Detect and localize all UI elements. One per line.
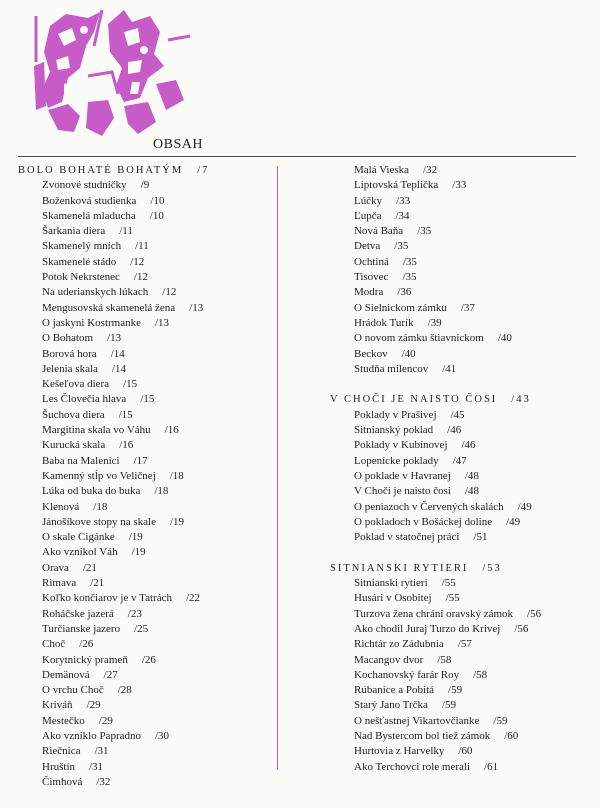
toc-column-left [18, 163, 273, 790]
entry-title: Detva [354, 240, 381, 253]
page-number: /29 [86, 699, 101, 712]
page-number: /13 [107, 332, 122, 345]
page-number: /14 [110, 347, 125, 360]
page-number: /57 [457, 638, 472, 651]
entry-title: Kešeľova diera [42, 378, 110, 391]
toc-section-heading [330, 392, 592, 407]
entry-title: Nová Baňa [354, 225, 404, 238]
entry-title: Beckov [354, 347, 388, 360]
page-number: /7 [197, 165, 210, 176]
entry-title: O pokladoch v Bošáckej doline [354, 515, 493, 528]
toc-entry [18, 683, 273, 698]
page-number: /35 [417, 225, 432, 238]
toc-entry [330, 209, 592, 224]
entry-title: O Sielnickom zámku [354, 301, 447, 314]
page-number: /13 [189, 301, 204, 314]
page-number: /18 [154, 485, 169, 498]
toc-entry [18, 362, 273, 377]
page-number: /16 [164, 424, 179, 437]
page-number: /56 [527, 607, 542, 620]
toc-entry [18, 637, 273, 652]
toc-entry [18, 408, 273, 423]
toc-entry [330, 515, 592, 530]
toc-entry [18, 270, 273, 285]
entry-title: Šarkania diera [42, 225, 106, 238]
section-title: SITNIANSKI RYTIERI [330, 562, 469, 574]
entry-title: Malá Vieska [354, 164, 410, 176]
entry-title: Jelenia skala [42, 362, 98, 375]
toc-entry [330, 653, 592, 668]
page-number: /10 [150, 194, 165, 207]
toc-entry [330, 301, 592, 316]
toc-entry [18, 714, 273, 729]
toc-entry [18, 469, 273, 484]
header-rule [18, 156, 576, 157]
entry-title: Korytnický prameň [42, 653, 128, 666]
entry-title: Borová hora [42, 347, 97, 360]
toc-entry [330, 316, 592, 331]
toc-entry [18, 377, 273, 392]
page-number: /49 [517, 500, 532, 513]
toc-entry [330, 408, 592, 423]
section-gap [330, 377, 592, 392]
entry-title: Baba na Malenici [42, 454, 120, 467]
entry-title: Orava [42, 561, 69, 574]
page-number: /59 [493, 714, 508, 727]
toc-entry [18, 561, 273, 576]
entry-title: Šuchova diera [42, 408, 105, 421]
entry-title: Ako chodil Juraj Turzo do Krivej [354, 622, 501, 635]
entry-title: Skamenelý mních [42, 240, 122, 253]
entry-title: Turčianske jazero [42, 622, 121, 635]
page-number: /30 [154, 729, 170, 742]
toc-entry [18, 209, 273, 224]
toc-entry [330, 729, 592, 744]
page-number: /58 [473, 668, 488, 681]
entry-title: Jánošíkove stopy na skale [42, 515, 156, 528]
toc-entry [330, 698, 592, 713]
entry-title: V Choči je naisto čosi [354, 485, 451, 498]
page-number: /56 [514, 622, 529, 635]
page-number: /23 [127, 607, 142, 620]
page-number: /47 [452, 454, 467, 467]
entry-title: Klenová [42, 500, 80, 513]
entry-title: Choč [42, 638, 66, 651]
entry-title: O nešťastnej Vikartovčianke [354, 714, 480, 727]
toc-entry [18, 668, 273, 683]
entry-title: Poklady v Kubínovej [354, 439, 448, 452]
page-number: /46 [447, 424, 462, 437]
entry-title: Kriváň [42, 699, 73, 712]
page-number: /35 [394, 240, 409, 253]
entry-title: Mengusovská skamenelá žena [42, 301, 176, 314]
entry-title: Ľupča [354, 209, 382, 222]
entry-title: O vrchu Choč [42, 684, 104, 697]
page-number: /15 [140, 393, 155, 406]
page-number: /53 [482, 562, 502, 574]
entry-title: Demänová [42, 668, 90, 681]
toc-entry [18, 515, 273, 530]
toc-entry [18, 545, 273, 560]
page-number: /18 [93, 500, 108, 513]
toc-entry [18, 454, 273, 469]
page-number: /33 [396, 194, 411, 207]
entry-title: Starý Jano Trčka [354, 699, 428, 712]
toc-entry [330, 270, 592, 285]
page-number: /41 [442, 362, 457, 375]
page-number: /55 [441, 577, 456, 590]
toc-entry [18, 698, 273, 713]
entry-title: Turzova žena chráni oravský zámok [354, 607, 514, 620]
page-number: /40 [497, 332, 512, 345]
page-number: /12 [162, 286, 177, 299]
toc-entry [18, 438, 273, 453]
page-number: /32 [423, 164, 438, 176]
page-number: /29 [98, 714, 113, 727]
entry-title: Ochtiná [354, 255, 389, 268]
toc-entry [330, 668, 592, 683]
page-number: /25 [134, 622, 149, 635]
toc-entry [330, 285, 592, 300]
entry-title: Lúčky [354, 194, 383, 207]
page-number: /12 [133, 271, 148, 284]
entry-title: Poklad v statočnej práci [354, 531, 460, 544]
toc-entry [330, 454, 592, 469]
page-number: /19 [128, 531, 143, 544]
toc-entry [330, 500, 592, 515]
entry-title: Roháčske jazerá [42, 607, 114, 620]
page-title: OBSAH [153, 137, 203, 152]
page-number: /14 [111, 362, 126, 375]
page-number: /34 [395, 209, 410, 222]
entry-title: Potok Nekrstenec [42, 271, 120, 284]
page-number: /59 [448, 684, 463, 697]
toc-section-heading [18, 163, 273, 178]
page-number: /21 [82, 561, 97, 574]
page-number: /31 [94, 745, 109, 758]
entry-title: Riečnica [42, 745, 81, 758]
entry-title: Skamenelá mladucha [42, 209, 136, 222]
entry-title: Macangov dvor [354, 653, 424, 666]
entry-title: O poklade v Havranej [354, 469, 451, 482]
toc-entry [330, 163, 592, 178]
entry-title: Liptovská Teplička [354, 179, 439, 192]
page-number: /51 [473, 531, 488, 544]
toc-entry [330, 362, 592, 377]
section-gap [330, 545, 592, 560]
entry-title: Les Človečia hlava [42, 393, 127, 406]
toc-entry [18, 484, 273, 499]
toc-entry [330, 622, 592, 637]
entry-title: Rimava [42, 577, 77, 590]
entry-title: Husári v Osobitej [354, 592, 432, 605]
entry-title: Nad Bystercom bol tiež zámok [354, 729, 491, 742]
entry-title: Zvonové studničky [42, 179, 127, 192]
entry-title: O Bohatom [42, 332, 94, 345]
toc-entry [330, 239, 592, 254]
entry-title: Ako vznikol Váh [42, 546, 118, 559]
page-number: /61 [484, 760, 499, 773]
toc-entry [18, 301, 273, 316]
toc-entry [330, 744, 592, 759]
entry-title: Sitnianski rytieri [354, 577, 428, 590]
toc-entry [18, 178, 273, 193]
toc-entry [330, 255, 592, 270]
toc-entry [18, 255, 273, 270]
toc-entry [330, 423, 592, 438]
toc-entry [330, 607, 592, 622]
toc-entry [18, 591, 273, 606]
page-number: /48 [464, 469, 479, 482]
page-number: /13 [154, 316, 170, 329]
toc-section-heading [330, 561, 592, 576]
page-number: /60 [504, 729, 519, 742]
toc-entry [330, 347, 592, 362]
page-number: /27 [103, 668, 118, 681]
entry-title: Kochanovský farár Roy [354, 668, 460, 681]
toc-entry [18, 347, 273, 362]
toc-entry [18, 622, 273, 637]
section-title: V CHOČI JE NAISTO ČOSI [330, 394, 498, 406]
toc-entry [18, 316, 273, 331]
toc-entry [330, 683, 592, 698]
column-divider [277, 166, 278, 770]
entry-title: Lopenícke poklady [354, 454, 439, 467]
page-number: /46 [461, 439, 476, 452]
toc-entry [18, 760, 273, 775]
entry-title: Koľko končiarov je v Tatrách [42, 592, 172, 605]
entry-title: Poklady v Prašivej [354, 408, 437, 421]
page-number: /31 [89, 760, 104, 773]
page-number: /18 [169, 469, 184, 482]
page-number: /55 [445, 592, 460, 605]
entry-title: Lúka od buka do buka [42, 485, 141, 498]
page-number: /35 [402, 271, 417, 284]
page-number: /59 [441, 699, 457, 712]
page-number: /21 [90, 577, 105, 590]
toc-entry [18, 653, 273, 668]
page-number: /45 [450, 408, 465, 421]
toc-entry [18, 530, 273, 545]
entry-title: O skale Cigánke [42, 531, 115, 544]
page-number: /9 [140, 179, 150, 192]
entry-title: Rúbanice a Pobitá [354, 684, 435, 697]
toc-entry [330, 760, 592, 775]
entry-title: Skamenelé stádo [42, 255, 117, 268]
toc-entry [330, 591, 592, 606]
page-number: /40 [401, 347, 416, 360]
page-number: /16 [119, 439, 134, 452]
toc-entry [18, 775, 273, 790]
page-number: /11 [119, 225, 133, 238]
illustration-logo [28, 6, 194, 142]
entry-title: Ako Terchovci role merali [354, 760, 471, 773]
entry-title: Hurtovia z Harvelky [354, 745, 445, 758]
toc-entry [18, 392, 273, 407]
toc-column-right [330, 163, 592, 775]
toc-entry [18, 729, 273, 744]
page-number: /32 [96, 775, 111, 788]
page-number: /49 [506, 515, 521, 528]
section-title: BOLO BOHATÉ BOHATÝM [18, 165, 184, 176]
toc-entry [330, 576, 592, 591]
page-number: /26 [141, 653, 156, 666]
toc-entry [330, 637, 592, 652]
toc-entry [18, 607, 273, 622]
page-number: /10 [149, 209, 164, 222]
toc-entry [18, 224, 273, 239]
toc-entry [330, 714, 592, 729]
entry-title: Na uderianskych lúkach [42, 286, 149, 299]
toc-entry [18, 423, 273, 438]
toc-entry [330, 331, 592, 346]
toc-entry [330, 530, 592, 545]
toc-entry [18, 744, 273, 759]
page-number: /35 [402, 255, 417, 268]
entry-title: Richtár zo Zádubnia [354, 638, 444, 651]
toc-entry [18, 576, 273, 591]
entry-title: Sitnianský poklad [354, 424, 434, 437]
entry-title: Margitina skala vo Váhu [42, 424, 151, 437]
entry-title: Studňa milencov [354, 362, 429, 375]
page-number: /43 [511, 394, 531, 406]
page-number: /28 [117, 684, 132, 697]
entry-title: Hrádok Turík [354, 316, 414, 329]
entry-title: O jaskyni Kostrmanke [42, 316, 141, 329]
entry-title: Mestečko [42, 714, 85, 727]
entry-title: Hruštín [42, 760, 75, 773]
entry-title: Modra [354, 286, 384, 299]
page-number: /19 [169, 515, 185, 528]
page-number: /12 [130, 255, 145, 268]
page-number: /11 [135, 240, 149, 253]
entry-title: O novom zámku štiavnickom [354, 332, 484, 345]
toc-entry [330, 178, 592, 193]
entry-title: Tisovec [354, 271, 389, 284]
toc-entry [18, 239, 273, 254]
page-number: /58 [437, 653, 452, 666]
page-number: /26 [79, 638, 94, 651]
toc-entry [18, 285, 273, 300]
toc-entry [18, 500, 273, 515]
toc-entry [330, 224, 592, 239]
page-number: /37 [460, 301, 475, 314]
page-number: /15 [123, 378, 138, 391]
page-number: /48 [464, 485, 480, 498]
page-number: /33 [452, 179, 467, 192]
toc-entry [330, 438, 592, 453]
entry-title: Ako vzniklo Papradno [42, 729, 141, 742]
page-number: /15 [118, 408, 133, 421]
entry-title: Kamenný stĺp vo Veličnej [42, 469, 156, 482]
page-number: /60 [458, 745, 473, 758]
toc-entry [18, 331, 273, 346]
page-number: /36 [397, 286, 412, 299]
page-number: /22 [185, 592, 201, 605]
toc-entry [18, 194, 273, 209]
entry-title: Čimhová [42, 775, 83, 788]
page-number: /39 [427, 316, 442, 329]
entry-title: Boženková studienka [42, 194, 137, 207]
page-number: /17 [133, 454, 148, 467]
toc-entry [330, 484, 592, 499]
page-number: /19 [131, 546, 146, 559]
entry-title: O peniazoch v Červených skalách [354, 500, 504, 513]
entry-title: Kurucká skala [42, 439, 106, 452]
toc-entry [330, 194, 592, 209]
toc-entry [330, 469, 592, 484]
